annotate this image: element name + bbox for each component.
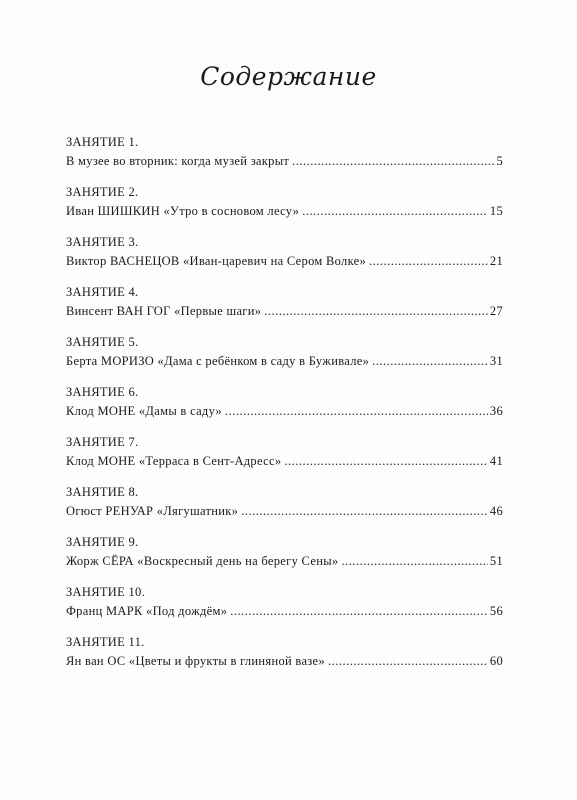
toc-entry-9 [66,533,503,583]
page-number: 36 [489,404,503,418]
page-number: 31 [489,354,503,368]
page-number: 21 [489,254,503,268]
dot-leader [341,552,487,571]
dot-leader [284,452,488,471]
page-title: Содержание [200,62,377,91]
dot-leader [264,302,488,321]
entry-title: Клод МОНЕ «Дамы в саду» [66,404,222,418]
toc-entry-10 [66,583,503,633]
toc-entry-7 [66,433,503,483]
dot-leader [292,152,494,171]
toc-line [66,552,503,571]
lesson-label: ЗАНЯТИЕ 1. [66,135,139,149]
entry-title: Жорж СЁРА «Воскресный день на берегу Сены» [66,554,339,568]
toc-line [66,452,503,471]
lesson-label: ЗАНЯТИЕ 7. [66,435,139,449]
entry-title: Иван ШИШКИН «Утро в сосновом лесу» [66,204,300,218]
lesson-label: ЗАНЯТИЕ 11. [66,635,145,649]
page-number: 51 [489,554,503,568]
toc-line [66,302,503,321]
toc-entry-2 [66,183,503,233]
dot-leader [225,402,488,421]
dot-leader [230,602,488,621]
toc-line [66,352,503,371]
toc-entry-3 [66,233,503,283]
dot-leader [241,502,488,521]
dot-leader [372,352,488,371]
toc-entry-6 [66,383,503,433]
toc-line [66,402,503,421]
entry-title: Виктор ВАСНЕЦОВ «Иван-царевич на Сером Волке» [66,254,367,268]
toc-line [66,652,503,671]
page-number: 15 [489,204,503,218]
lesson-label: ЗАНЯТИЕ 6. [66,385,139,399]
toc-line [66,602,503,621]
page-number: 46 [489,504,503,518]
toc-line [66,502,503,521]
lesson-label: ЗАНЯТИЕ 10. [66,585,146,599]
entry-title: Ян ван ОС «Цветы и фрукты в глиняной вазе» [66,654,325,668]
dot-leader [302,202,488,221]
entry-title: Винсент ВАН ГОГ «Первые шаги» [66,304,262,318]
toc-line [66,252,503,271]
entry-title: В музее во вторник: когда музей закрыт [66,154,290,168]
dot-leader [328,652,488,671]
lesson-label: ЗАНЯТИЕ 5. [66,335,139,349]
page-number: 60 [489,654,503,668]
entry-title: Огюст РЕНУАР «Лягушатник» [66,504,239,518]
toc-entry-4 [66,283,503,333]
toc-entry-1 [66,133,503,183]
entry-title: Берта МОРИЗО «Дама с ребёнком в саду в Буживале» [66,354,370,368]
entry-title: Клод МОНЕ «Терраса в Сент-Адресс» [66,454,282,468]
toc-entry-5 [66,333,503,383]
lesson-label: ЗАНЯТИЕ 9. [66,535,139,549]
lesson-label: ЗАНЯТИЕ 4. [66,285,139,299]
lesson-label: ЗАНЯТИЕ 2. [66,185,139,199]
page-number: 27 [489,304,503,318]
lesson-label: ЗАНЯТИЕ 8. [66,485,139,499]
toc-entry-8 [66,483,503,533]
entry-title: Франц МАРК «Под дождём» [66,604,228,618]
page-number: 56 [489,604,503,618]
toc-entry-11 [66,633,503,683]
toc-line [66,202,503,221]
dot-leader [369,252,488,271]
page-number: 5 [496,154,503,168]
lesson-label: ЗАНЯТИЕ 3. [66,235,139,249]
toc-line [66,152,503,171]
table-of-contents [66,133,503,683]
page-number: 41 [489,454,503,468]
